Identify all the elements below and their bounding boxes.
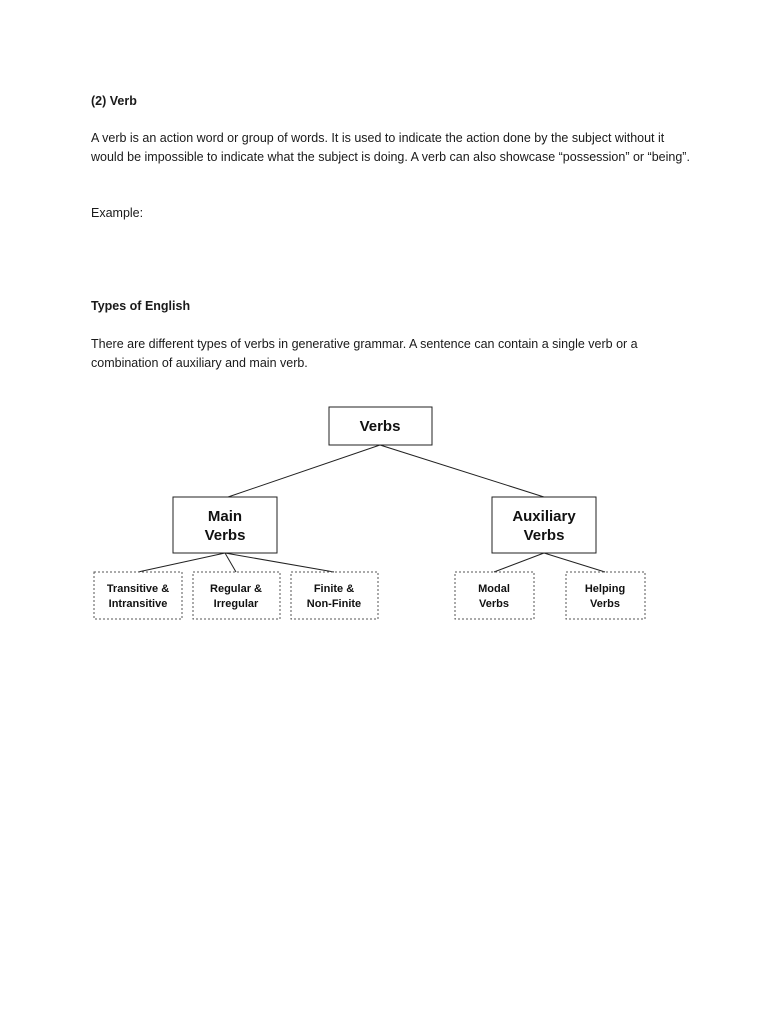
- finite-label-line1: Finite &: [313, 583, 355, 595]
- section-heading: (2) Verb: [91, 94, 137, 108]
- transitive-label-line2: Intransitive: [108, 598, 168, 610]
- types-heading: Types of English: [91, 299, 191, 313]
- root-node-label: Verbs: [359, 418, 401, 435]
- auxiliary-verbs-label-line2: Verbs: [523, 527, 565, 544]
- main-verbs-label-line1: Main: [207, 508, 243, 525]
- transitive-label-line1: Transitive &: [106, 583, 170, 595]
- connector-aux-helping: [544, 553, 605, 572]
- modal-label-line2: Verbs: [479, 598, 509, 610]
- main-verbs-box: [173, 497, 277, 553]
- transitive-box: [94, 572, 182, 619]
- connector-root-main: [228, 445, 380, 497]
- connector-main-transitive: [138, 553, 225, 572]
- verb-definition-paragraph: A verb is an action word or group of words. It is used to indicate the action done by the subject without it would be impossible to indicate what the subject is doing. A verb can also showcase “possession” or “being”.: [91, 131, 690, 164]
- finite-label-line2: Non-Finite: [306, 598, 362, 610]
- connector-main-regular: [225, 553, 236, 572]
- types-paragraph: There are different types of verbs in generative grammar. A sentence can contain a single verb or a combination of auxiliary and main verb.: [91, 337, 638, 370]
- regular-box: [193, 572, 280, 619]
- finite-box: [291, 572, 378, 619]
- regular-label-line1: Regular &: [210, 583, 262, 595]
- auxiliary-verbs-label-line1: Auxiliary: [512, 508, 576, 525]
- modal-box: [455, 572, 534, 619]
- auxiliary-verbs-box: [492, 497, 596, 553]
- main-verbs-label-line2: Verbs: [204, 527, 246, 544]
- example-label: Example:: [91, 206, 144, 220]
- modal-label-line1: Modal: [478, 583, 510, 595]
- connector-root-auxiliary: [380, 445, 544, 497]
- helping-label-line1: Helping: [584, 583, 626, 595]
- connector-main-finite: [225, 553, 334, 572]
- helping-label-line2: Verbs: [590, 598, 620, 610]
- helping-box: [566, 572, 645, 619]
- regular-label-line2: Irregular: [213, 598, 259, 610]
- connector-aux-modal: [494, 553, 544, 572]
